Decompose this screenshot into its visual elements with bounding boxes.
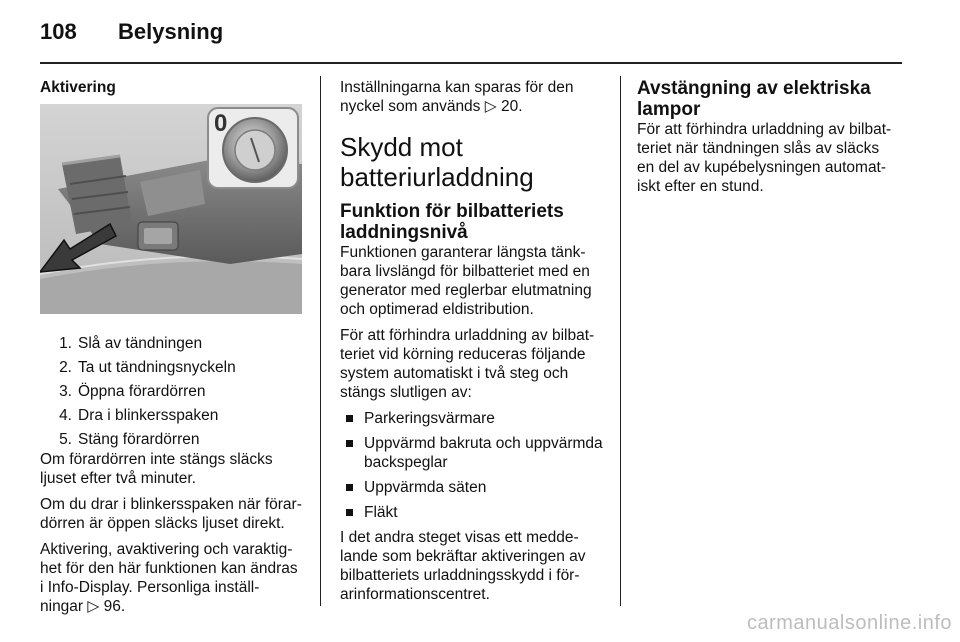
column-divider-1 [320, 76, 321, 606]
list-item: 3. Öppna förardörren [59, 383, 206, 400]
list-item: 5. Stäng förardörren [59, 431, 200, 448]
paragraph: I det andra steget visas ett medde- lande som bekräftar aktiveringen av bilbatteriets urladdningsskydd i för- arinformationscentret. [340, 529, 586, 603]
paragraph: Om du drar i blinkersspaken när förar- dörren är öppen släcks ljuset direkt. [40, 496, 302, 532]
bullet-icon [346, 509, 353, 516]
paragraph: Aktivering, avaktivering och varaktig- het för den här funktionen kan ändras i Info-Display. Personliga inställ- ningar ▷ 96. [40, 541, 298, 615]
paragraph: Om förardörren inte stängs släcks ljuset efter två minuter. [40, 451, 273, 487]
bullet-icon [346, 484, 353, 491]
list-item: Uppvärmd bakruta och uppvärmda backspeglar [340, 434, 610, 472]
header-rule [40, 62, 902, 64]
turn-off-lamps-heading: Avstängning av elektriska lampor [637, 78, 871, 120]
paragraph: För att förhindra urladdning av bilbat- teriet när tändningen slås av släcks en del av kupébelysningen automat- iskt efter en stund. [637, 121, 892, 195]
column-1 [40, 78, 308, 97]
column-1-body [40, 334, 308, 623]
column-3 [637, 78, 907, 203]
bullet-icon [346, 440, 353, 447]
activation-steps [40, 334, 308, 449]
page-reference-icon: ▷ [484, 98, 497, 115]
lever-illustration [40, 104, 302, 314]
list-item: 1. Slå av tändningen [59, 335, 203, 352]
list-item: Parkeringsvärmare [340, 409, 610, 428]
list-item: Uppvärmda säten [340, 478, 610, 497]
list-item: 2. Ta ut tändningsnyckeln [59, 359, 236, 376]
paragraph: Funktionen garanterar längsta tänk- bara livslängd för bilbatteriet med en generator med reglerbar elutmatning och optimerad eldistribution. [340, 244, 592, 318]
bullet-icon [346, 415, 353, 422]
system-list [340, 409, 610, 522]
column-2 [340, 78, 610, 611]
section-title: Belysning [118, 19, 224, 44]
page-number: 108 [40, 19, 77, 44]
page-reference-link[interactable]: 96. [103, 598, 126, 615]
page-reference-icon: ▷ [87, 598, 100, 615]
column-divider-2 [620, 76, 621, 606]
battery-level-subheading: Funktion för bilbatteriets laddningsnivå [340, 201, 564, 243]
paragraph: För att förhindra urladdning av bilbat- teriet vid körning reduceras följande system automatiskt i två steg och stängs slutligen av: [340, 327, 595, 401]
list-item: Fläkt [340, 503, 610, 522]
battery-discharge-heading: Skydd mot batteriurladdning [340, 132, 534, 192]
inset-label: 0 [214, 110, 228, 137]
paragraph: Inställningarna kan sparas för den nyckel som används ▷ 20. [340, 79, 574, 115]
activation-heading: Aktivering [40, 79, 116, 96]
page-reference-link[interactable]: 20. [500, 98, 523, 115]
turn-signal-lever-figure [40, 104, 302, 314]
watermark: carmanualsonline.info [746, 612, 952, 634]
list-item: 4. Dra i blinkersspaken [59, 407, 219, 424]
